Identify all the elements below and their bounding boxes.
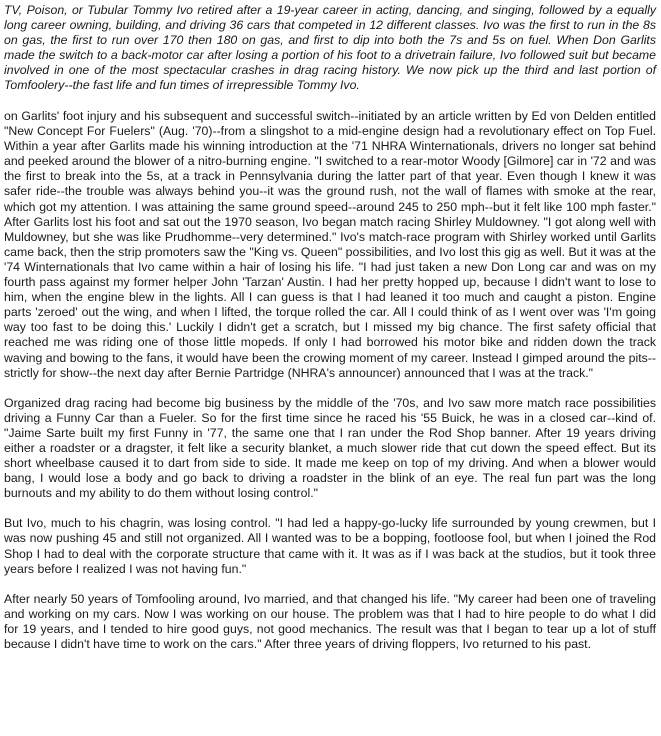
article-paragraph-2: Organized drag racing had become big business by the middle of the '70s, and Ivo saw more match race possibilities driving a Funny Car than a Fueler. So for the first time since he raced his '55 Buick, he was in a closed car--kind of. "Jaime Sarte built my first Funny in '77, the same one that I ran under the Rod Shop banner. After 19 years driving either a roadster or a dragster, it felt like a security blanket, a much slower ride that cut down the speed effect. But its short wheelbase caused it to dart from side to side. It made me keep on top of my driving. And when a blower would bang, I would lose a body and go back to driving a roadster in the blink of an eye. The real fun part was the long burnouts and my ability to do them without losing control." bbox=[4, 395, 656, 501]
article-paragraph-1: on Garlits' foot injury and his subsequent and successful switch--initiated by an article written by Ed von Delden entitled "New Concept For Fuelers" (Aug. '70)--from a slingshot to a mid-engine design had a revolutionary effect on Top Fuel. Within a year after Garlits made his winning introduction at the '71 NHRA Winternationals, drivers no longer sat behind and peeked around the blower of a nitro-burning engine. "I switched to a rear-motor Woody [Gilmore] car in '72 and was the first to break into the 5s, at a track in Pennsylvania during the latter part of that year. Even though I knew it was safer ride--the trouble was always behind you--it was the ground rush, not the wall of flames with smoke at the rear, which got my attention. I was attaining the same ground speed--around 245 to 250 mph--but it felt like 100 mph faster." After Garlits lost his foot and sat out the 1970 season, Ivo began match racing Shirley Muldowney. "I got along well with Muldowney, but she was like Prudhomme--very determined." Ivo's match-race program with Shirley worked until Garlits came back, then the strip promoters saw the "King vs. Queen" possibilities, and Ivo lost this gig as well. But it was at the '74 Winternationals that Ivo came within a hair of losing his life. "I had just taken a new Don Long car and was on my fourth pass against my former helper John 'Tarzan' Austin. I had her pretty hopped up, because I didn't want to lose to him, when the engine blew in the lights. All I can guess is that I had leaned it too much and caught a piston. Engine parts 'zeroed' out the wing, and when I lifted, the torque rolled the car. All I could think of as I went over was 'I'm going way too fast to be doing this.' Luckily I didn't get a scratch, but I missed my big chance. The first safety official that reached me was riding one of those little mopeds. If only I had borrowed his motor bike and ridden down the track waving and bowing to the fans, it would have been the crowing moment of my career. Instead I gimped around the pits--strictly for show--the next day after Bernie Partridge (NHRA's announcer) announced that I was at the track." bbox=[4, 109, 656, 380]
article-paragraph-3: But Ivo, much to his chagrin, was losing control. "I had led a happy-go-lucky life surrounded by young crewmen, but I was now pushing 45 and still not organized. All I wanted was to be a bopping, footloose fool, but when I joined the Rod Shop I had to deal with the corporate structure that came with it. It was as if I was back at the studios, but it took three years before I realized I was not having fun." bbox=[4, 516, 656, 576]
article-intro: TV, Poison, or Tubular Tommy Ivo retired after a 19-year career in acting, dancing, and singing, followed by a equally long career owning, building, and driving 36 cars that competed in 12 different classes. Ivo was the first to run in the 8s on gas, the first to run over 170 then 180 on gas, and first to dip into both the 7s and 5s on fuel. When Don Garlits made the switch to a back-motor car after losing a portion of his foot to a drivetrain failure, Ivo followed suit but became involved in one of the most spectacular crashes in drag racing history. We now pick up the third and last portion of Tomfoolery--the fast life and fun times of irrepressible Tommy Ivo. bbox=[4, 3, 656, 92]
article-paragraph-4: After nearly 50 years of Tomfooling around, Ivo married, and that changed his life. "My career had been one of traveling and working on my cars. Now I was working on our house. The problem was that I had to hire people to do what I did for 19 years, and I tended to hire good guys, not good mechanics. The result was that I began to tear up a lot of stuff because I didn't have time to work on the cars." After three years of driving floppers, Ivo returned to his past. bbox=[4, 591, 656, 651]
